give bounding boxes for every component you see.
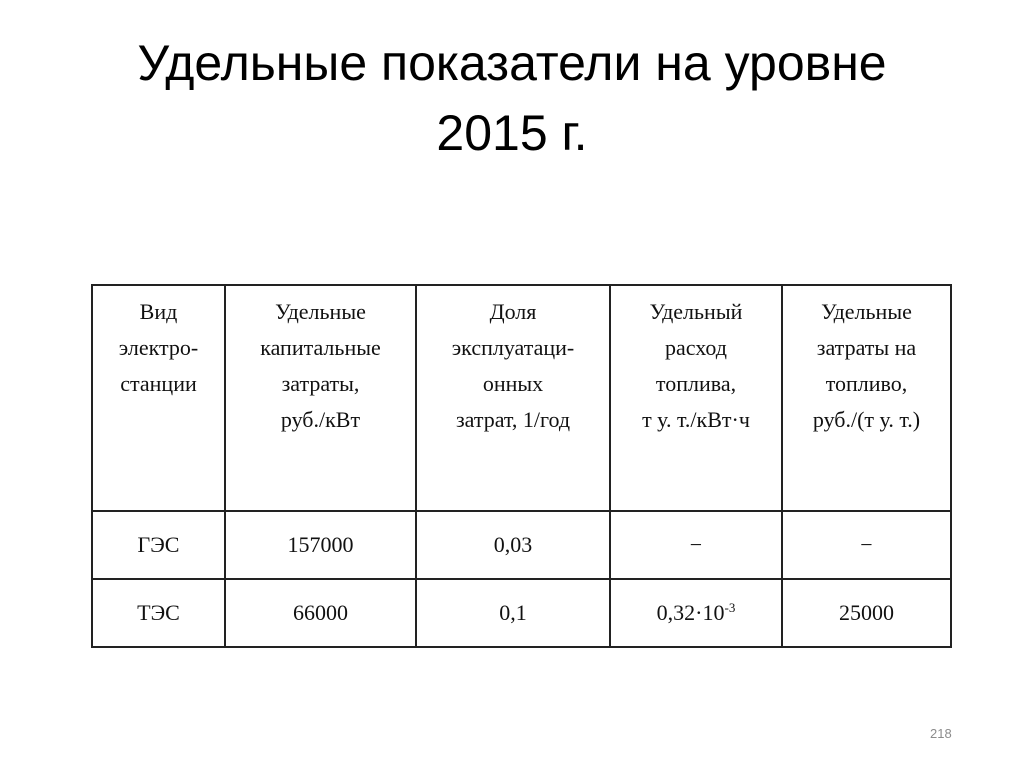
table-row [92, 511, 951, 579]
cell-station: ТЭС [92, 579, 225, 647]
cell-station: ГЭС [92, 511, 225, 579]
cell-fuel-rate [610, 579, 782, 647]
header-line: капитальные [260, 335, 381, 360]
header-line: Удельные [275, 299, 366, 324]
header-line: Доля [489, 299, 537, 324]
cell-operating-share: 0,1 [416, 579, 610, 647]
header-line: затраты на [816, 335, 917, 360]
header-line: топлива, [655, 371, 737, 396]
header-line: Вид [139, 299, 178, 324]
cell-operating-share: 0,03 [416, 511, 610, 579]
header-line: руб./кВт [280, 407, 361, 432]
header-line: Удельные [821, 299, 912, 324]
header-line: электро- [118, 335, 199, 360]
header-line: эксплуатаци- [451, 335, 575, 360]
cell-fuel-cost: − [782, 511, 951, 579]
header-fuel-rate [610, 285, 782, 511]
header-line: затрат, 1/год [455, 407, 571, 432]
header-line: топливо, [825, 371, 908, 396]
title-line-2: 2015 г. [436, 105, 588, 161]
header-operating-share [416, 285, 610, 511]
header-capital-costs [225, 285, 416, 511]
fuel-rate-exponent: -3 [724, 600, 736, 615]
slide-title [40, 28, 984, 168]
header-station-type [92, 285, 225, 511]
cell-fuel-cost: 25000 [782, 579, 951, 647]
title-line-1: Удельные показатели на уровне [137, 35, 887, 91]
header-line: Удельный [649, 299, 743, 324]
header-line: онных [482, 371, 544, 396]
page-number: 218 [930, 726, 952, 741]
cell-capital-costs: 157000 [225, 511, 416, 579]
table-row [92, 579, 951, 647]
header-line: станции [120, 371, 197, 396]
header-line: расход [665, 335, 727, 360]
cell-capital-costs: 66000 [225, 579, 416, 647]
header-line: руб./(т у. т.) [812, 407, 921, 432]
fuel-rate-base: 0,32·10 [656, 600, 725, 625]
table-header-row [92, 285, 951, 511]
cell-fuel-rate: − [610, 511, 782, 579]
header-line: т у. т./кВт·ч [642, 407, 750, 432]
header-fuel-cost [782, 285, 951, 511]
header-line: затраты, [281, 371, 360, 396]
indicators-table [91, 284, 952, 648]
